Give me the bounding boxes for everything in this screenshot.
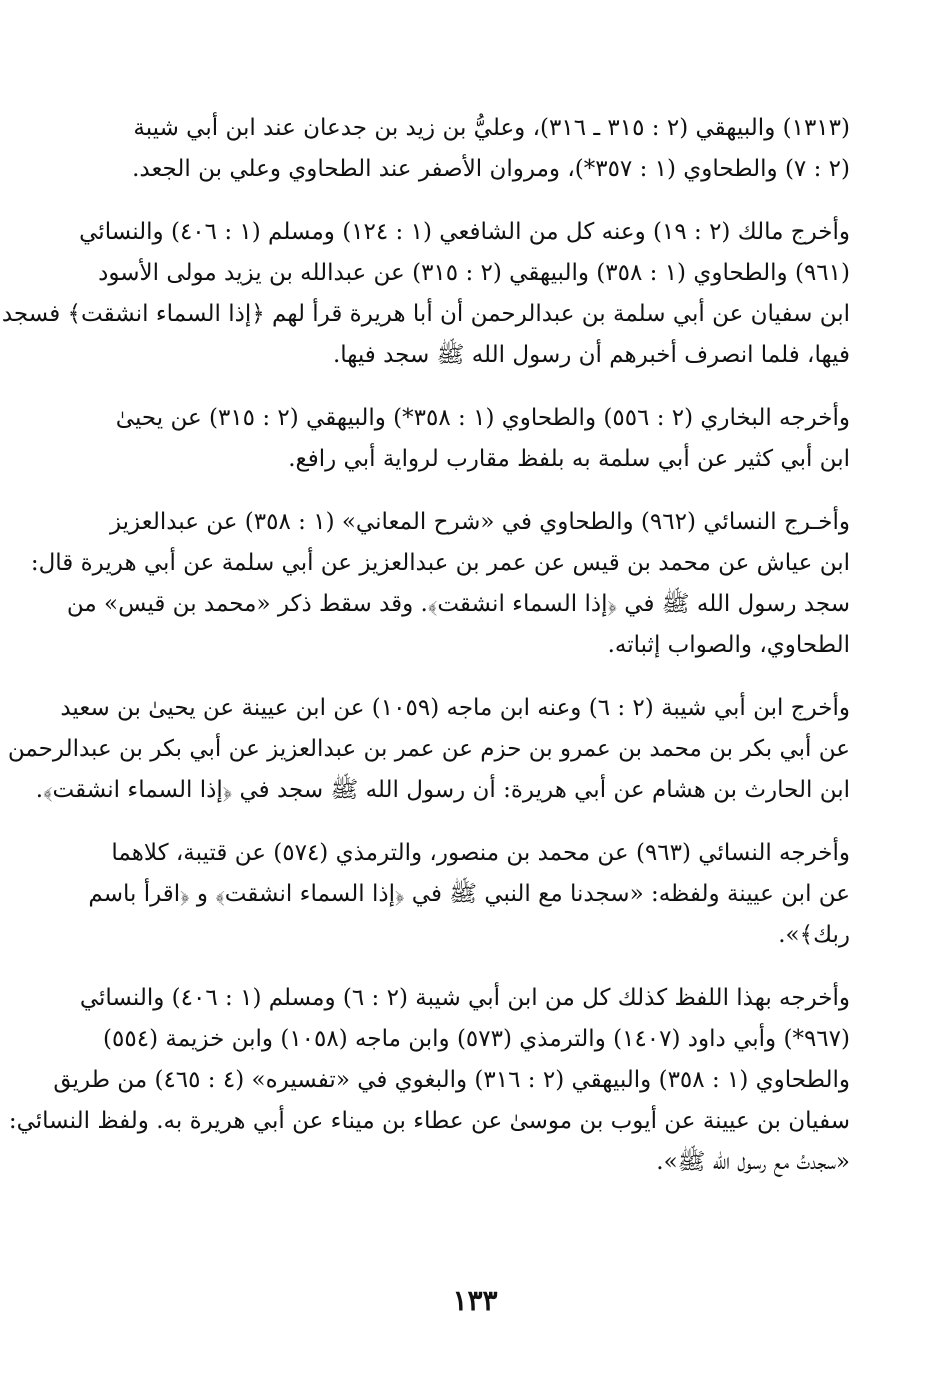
text-line: (٩٦٧*) وأبي داود (١٤٠٧) والترمذي (٥٧٣) وابن ماجه (١٠٥٨) وابن خزيمة (٥٥٤) bbox=[103, 1026, 850, 1052]
paragraph-6 bbox=[88, 833, 850, 956]
text-line: عن ابن عيينة ولفظه: «سجدنا مع النبي ﷺ في ﴿إذا السماء انشقت﴾ و ﴿اقرأ باسم bbox=[88, 881, 850, 907]
text-line: سجد رسول الله ﷺ في ﴿إذا السماء انشقت﴾. وقد سقط ذكر «محمد بن قيس» من bbox=[66, 591, 850, 617]
text-line: ابن الحارث بن هشام عن أبي هريرة: أن رسول الله ﷺ سجد في ﴿إذا السماء انشقت﴾. bbox=[35, 777, 850, 803]
text-line: عن أبي بكر بن محمد بن عمرو بن حزم عن عمر بن عبدالعزيز عن أبي بكر بن عبدالرحمن bbox=[7, 736, 850, 762]
text-line: (٩٦١) والطحاوي (١ : ٣٥٨) والبيهقي (٢ : ٣١٥) عن عبدالله بن يزيد مولى الأسود bbox=[98, 260, 850, 286]
paragraph-2 bbox=[1, 212, 850, 376]
page-number: ١٣٣ bbox=[452, 1284, 498, 1317]
text-line: وأخرج مالك (٢ : ١٩) وعنه كل من الشافعي (١ : ١٢٤) ومسلم (١ : ٤٠٦) والنسائي bbox=[79, 219, 850, 245]
text-line: (٢ : ٧) والطحاوي (١ : ٣٥٧*)، ومروان الأصفر عند الطحاوي وعلي بن الجعد. bbox=[132, 156, 850, 182]
text-line: سفيان بن عيينة عن أيوب بن موسىٰ عن عطاء بن ميناء عن أبي هريرة به. ولفظ النسائي: bbox=[8, 1108, 850, 1134]
text-line: وأخرجه بهذا اللفظ كذلك كل من ابن أبي شيبة (٢ : ٦) ومسلم (١ : ٤٠٦) والنسائي bbox=[79, 985, 850, 1011]
text-line: (١٣١٣) والبيهقي (٢ : ٣١٥ ـ ٣١٦)، وعليُّ بن زيد بن جدعان عند ابن أبي شيبة bbox=[133, 115, 850, 141]
text-line: وأخـرج النسائي (٩٦٢) والطحاوي في «شرح المعاني» (١ : ٣٥٨) عن عبدالعزيز bbox=[109, 509, 850, 535]
text-line: فيها، فلما انصرف أخبرهم أن رسول الله ﷺ سجد فيها. bbox=[332, 342, 850, 368]
paragraph-7 bbox=[8, 978, 850, 1183]
page-body bbox=[1, 108, 850, 1205]
text-line: وأخرج ابن أبي شيبة (٢ : ٦) وعنه ابن ماجه (١٠٥٩) عن ابن عيينة عن يحيىٰ بن سعيد bbox=[60, 695, 850, 721]
paragraph-4 bbox=[30, 502, 850, 666]
text-line: ربك﴾». bbox=[778, 922, 850, 948]
text-line: ابن سفيان عن أبي سلمة بن عبدالرحمن أن أبا هريرة قرأ لهم ﴿إذا السماء انشقت﴾ فسجد bbox=[1, 301, 850, 327]
text-line: «سجدتُ مع رسول الله ﷺ». bbox=[656, 1149, 850, 1175]
paragraph-1 bbox=[108, 108, 850, 190]
paragraph-5 bbox=[7, 688, 850, 811]
text-line: ابن عياش عن محمد بن قيس عن عمر بن عبدالعزيز عن أبي سلمة عن أبي هريرة قال: bbox=[30, 550, 850, 576]
text-line: وأخرجه البخاري (٢ : ٥٥٦) والطحاوي (١ : ٣٥٨*) والبيهقي (٢ : ٣١٥) عن يحيىٰ bbox=[115, 405, 850, 431]
text-line: الطحاوي، والصواب إثباته. bbox=[607, 632, 850, 658]
text-line: وأخرجه النسائي (٩٦٣) عن محمد بن منصور، والترمذي (٥٧٤) عن قتيبة، كلاهما bbox=[111, 840, 850, 866]
text-line: ابن أبي كثير عن أبي سلمة به بلفظ مقارب لرواية أبي رافع. bbox=[288, 446, 850, 472]
paragraph-3 bbox=[108, 398, 850, 480]
text-line: والطحاوي (١ : ٣٥٨) والبيهقي (٢ : ٣١٦) والبغوي في «تفسيره» (٤ : ٤٦٥) من طريق bbox=[53, 1067, 850, 1093]
